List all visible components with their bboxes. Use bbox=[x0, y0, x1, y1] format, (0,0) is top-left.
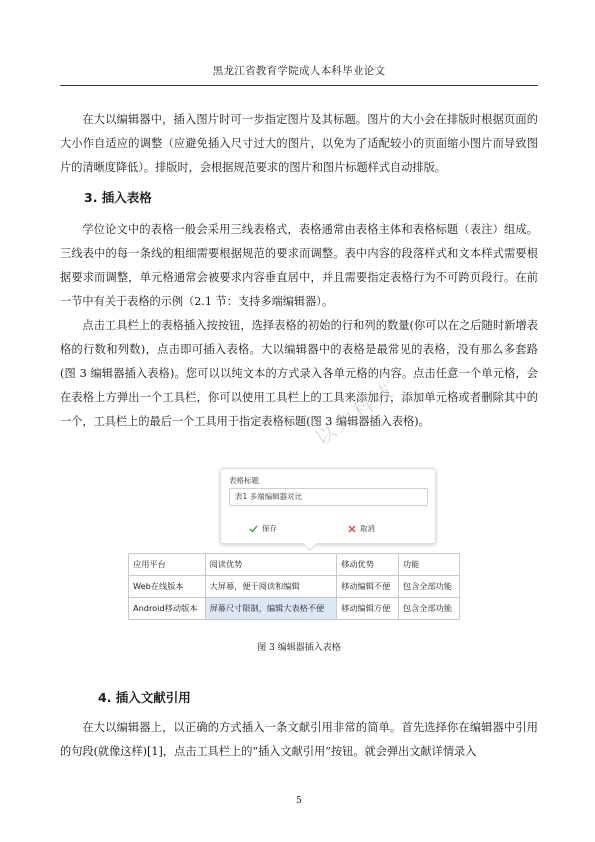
table-title-popup bbox=[220, 468, 436, 544]
cancel-button[interactable] bbox=[348, 522, 375, 536]
cancel-label: 取消 bbox=[360, 524, 375, 533]
page-number: 5 bbox=[296, 796, 302, 806]
table-cell[interactable]: 大屏幕，便于阅读和编辑 bbox=[205, 576, 337, 598]
table-header-cell[interactable]: 阅读优势 bbox=[205, 554, 337, 576]
table-cell[interactable]: Android移动版本 bbox=[129, 598, 206, 620]
table-cell[interactable]: 包含全部功能 bbox=[398, 576, 459, 598]
editor-insert-table-figure bbox=[128, 468, 460, 626]
table-cell[interactable]: 包含全部功能 bbox=[398, 598, 459, 620]
heading-insert-table: 3. 插入表格 bbox=[84, 190, 152, 205]
table-header-cell[interactable]: 移动优势 bbox=[337, 554, 399, 576]
header-rule bbox=[60, 85, 538, 86]
header-title: 黑龙江省教育学院成人本科毕业论文 bbox=[212, 65, 386, 77]
close-icon bbox=[348, 525, 356, 533]
table-header-cell[interactable]: 功能 bbox=[398, 554, 459, 576]
paragraph-image-insert: 在大以编辑器中，插入图片时可一步指定图片及其标题。图片的大小会在排版时根据页面的大小作自适应的调整（应避免插入尺寸过大的图片，以免为了适配较小的页面缩小图片而导致图片的清晰度降低）。排版时，会根据规范要求的图片和图片标题样式自动排版。 bbox=[60, 113, 538, 174]
table-row bbox=[129, 576, 460, 598]
watermark: 以大科技 bbox=[310, 377, 400, 450]
comparison-table bbox=[128, 553, 460, 620]
heading-insert-citation: 4. 插入文献引用 bbox=[98, 690, 191, 705]
table-cell[interactable]: Web在线版本 bbox=[129, 576, 206, 598]
paragraph-citation: 在大以编辑器上，以正确的方式插入一条文献引用非常的简单。首先选择你在编辑器中引用的句段(就像这样)[1]，点击工具栏上的“插入文献引用”按钮。就会弹出文献详情录入 bbox=[60, 721, 538, 758]
table-title-input[interactable]: 表1 多端编辑器对比 bbox=[229, 488, 428, 506]
save-button[interactable] bbox=[249, 522, 277, 536]
table-header-cell[interactable]: 应用平台 bbox=[129, 554, 206, 576]
paragraph-three-line-table: 学位论文中的表格一般会采用三线表格式，表格通常由表格主体和表格标题（表注）组成。三线表中的每一条线的粗细需要根据规范的要求而调整。表中内容的段落样式和文本样式需要根据要求而调整，单元格通常会被要求内容垂直居中，并且需要指定表格行为不可跨页段行。在前一节中有关于表格的示例（2.1 节：支持多端编辑器）。 bbox=[60, 223, 538, 308]
table-row bbox=[129, 598, 460, 620]
table-cell[interactable]: 移动编辑不便 bbox=[337, 576, 399, 598]
popup-title-label: 表格标题 bbox=[229, 476, 259, 485]
table-header-row bbox=[129, 554, 460, 576]
table-cell-selected[interactable]: 屏幕尺寸限制，编辑大表格不便 bbox=[205, 598, 337, 620]
paragraph-table-toolbar: 点击工具栏上的表格插入按按钮，选择表格的初始的行和列的数量(你可以在之后随时新增表格的行数和列数)，点击即可插入表格。大以编辑器中的表格是最常见的表格，没有那么多套路(图 3 编辑器插入表格)。您可以以纯文本的方式录入各单元格的内容。点击任意一个单元格，会在表格上方弹出一个工具栏，你可以使用工具栏上的工具来添加行，添加单元格或者删除其中的一个，工具栏上的最后一个工具用于指定表格标题(图 3 编辑器插入表格)。 bbox=[60, 319, 538, 428]
save-label: 保存 bbox=[262, 524, 277, 533]
figure-caption: 图 3 编辑器插入表格 bbox=[257, 643, 341, 653]
page-header bbox=[60, 62, 538, 86]
check-icon bbox=[249, 525, 258, 533]
table-cell[interactable]: 移动编辑方便 bbox=[337, 598, 399, 620]
